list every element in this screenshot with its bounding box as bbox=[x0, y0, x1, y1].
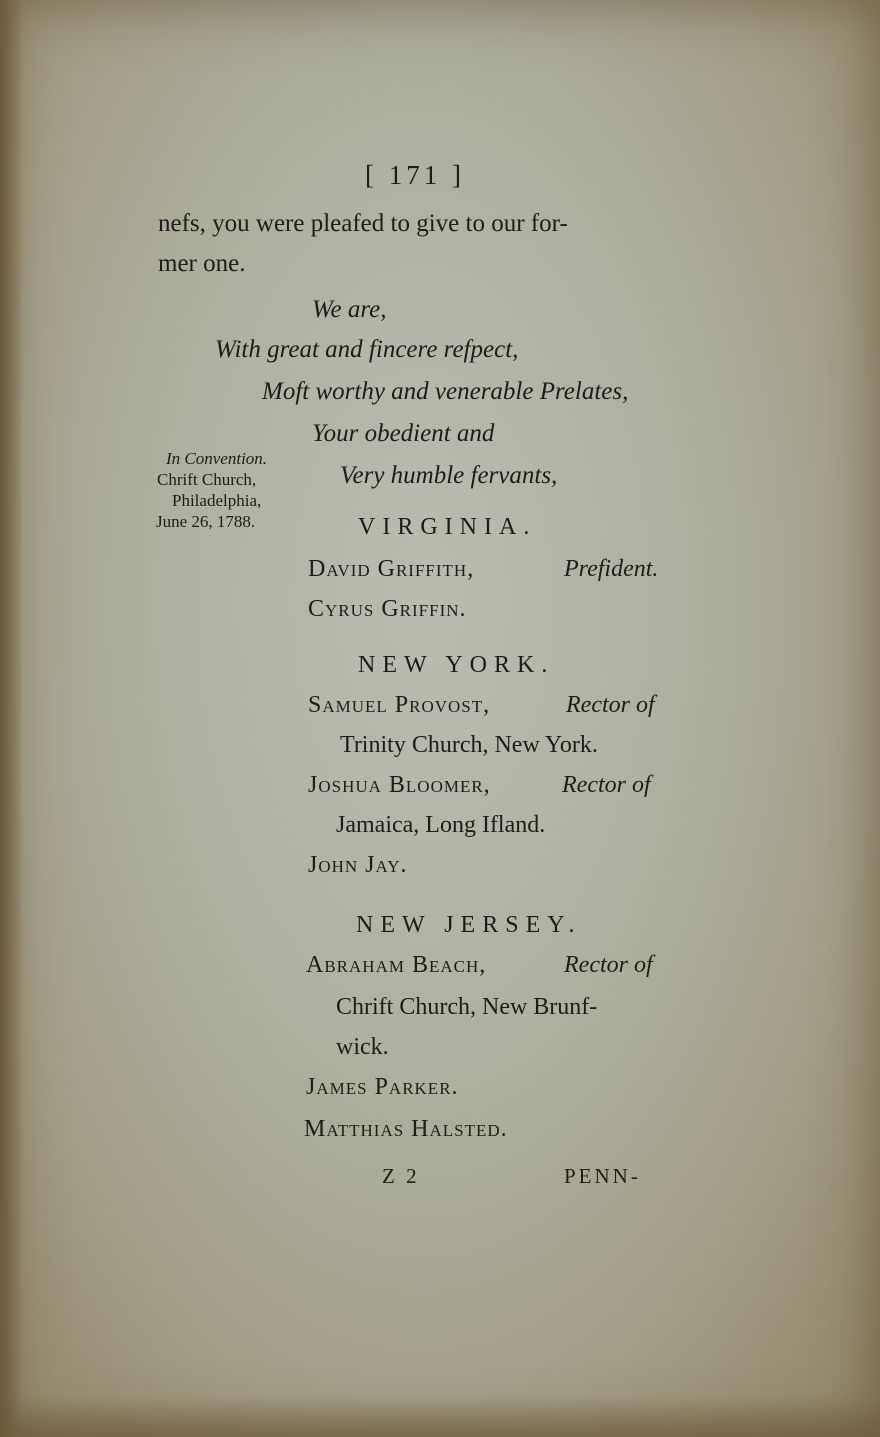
signatory-name: David Griffith, bbox=[308, 556, 475, 582]
signatory-title-continued: wick. bbox=[336, 1034, 389, 1060]
signatory-title-continued: Trinity Church, New York. bbox=[340, 732, 598, 758]
signatory-title-continued: Chrift Church, New Brunf- bbox=[336, 994, 598, 1020]
signatory-name: Joshua Bloomer, bbox=[308, 772, 491, 798]
closing-obedient: Your obedient and bbox=[312, 420, 495, 447]
closing-respect: With great and fincere refpect, bbox=[215, 336, 519, 363]
signatory-name: Samuel Provost, bbox=[308, 692, 491, 718]
catchword: PENN- bbox=[564, 1164, 641, 1188]
signatory-name: John Jay. bbox=[308, 852, 408, 878]
page-bottom-shading bbox=[0, 1397, 880, 1437]
signatory-title: Rector of bbox=[562, 772, 651, 798]
sidenote-date: June 26, 1788. bbox=[156, 512, 256, 531]
page-number: [ 171 ] bbox=[365, 160, 465, 190]
body-line-2: mer one. bbox=[158, 250, 246, 277]
signatory-name: James Parker. bbox=[306, 1074, 459, 1100]
closing-prelates: Moft worthy and venerable Prelates, bbox=[262, 378, 629, 405]
closing-servants: Very humble fervants, bbox=[340, 462, 558, 489]
signatory-name: Cyrus Griffin. bbox=[308, 596, 467, 622]
signatory-title-continued: Jamaica, Long Ifland. bbox=[336, 812, 546, 838]
section-heading-new-york: NEW YORK. bbox=[358, 652, 555, 678]
signatory-title: Rector of bbox=[564, 952, 653, 978]
section-heading-new-jersey: NEW JERSEY. bbox=[356, 912, 582, 938]
signatory-name: Abraham Beach, bbox=[306, 952, 487, 978]
sidenote-church: Chrift Church, bbox=[157, 470, 257, 489]
closing-we-are: We are, bbox=[312, 296, 387, 323]
signatory-title: Rector of bbox=[566, 692, 655, 718]
body-line-1: nefs, you were pleafed to give to our for- bbox=[158, 210, 568, 237]
signatory-title: Prefident. bbox=[564, 556, 659, 582]
signature-mark: Z 2 bbox=[382, 1164, 420, 1188]
sidenote-city: Philadelphia, bbox=[172, 491, 262, 510]
page-edge-shading bbox=[0, 0, 22, 1437]
signatory-name: Matthias Halsted. bbox=[304, 1116, 508, 1142]
section-heading-virginia: VIRGINIA. bbox=[358, 514, 537, 540]
sidenote-convention: In Convention. bbox=[166, 449, 268, 468]
